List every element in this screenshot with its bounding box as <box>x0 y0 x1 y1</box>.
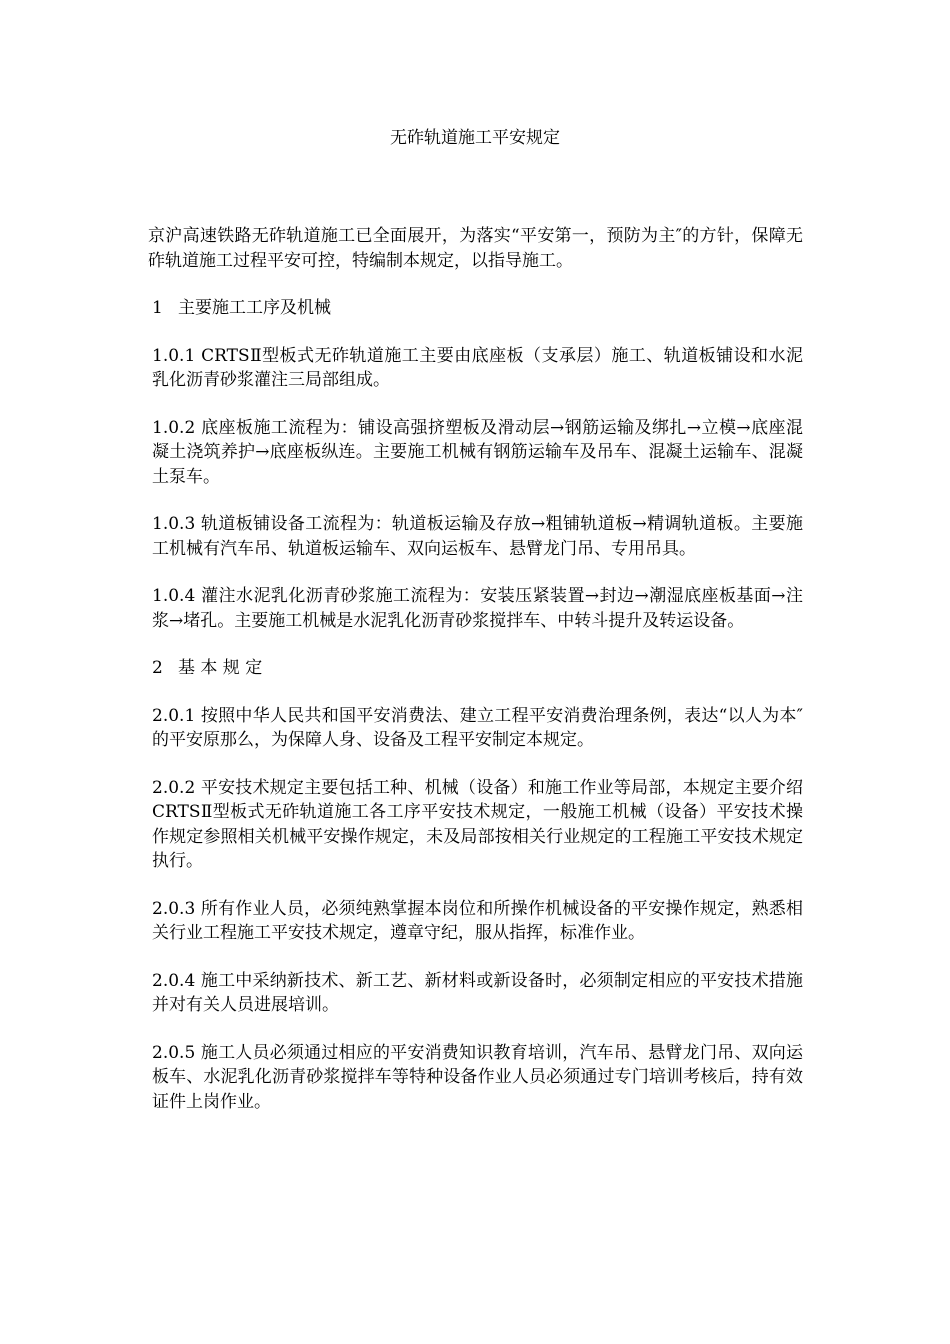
clause-2-0-1: 2.0.1 按照中华人民共和国平安消费法、建立工程平安消费治理条例，表达“以人为本″的平安原那么，为保障人身、设备及工程平安制定本规定。 <box>152 705 803 750</box>
section-1-heading <box>148 296 803 321</box>
clause-1-0-2: 1.0.2 底座板施工流程为：铺设高强挤塑板及滑动层→钢筋运输及绑扎→立模→底座混凝土浇筑养护→底座板纵连。主要施工机械有钢筋运输车及吊车、混凝土运输车、混凝土泵车。 <box>152 417 803 487</box>
intro-paragraph: 京沪高速铁路无砟轨道施工已全面展开，为落实“平安第一，预防为主″的方针，保障无砟轨道施工过程平安可控，特编制本规定，以指导施工。 <box>148 226 803 271</box>
section-2-heading <box>148 656 803 681</box>
section-1-number: 1 <box>152 298 163 318</box>
section-2-number: 2 <box>152 658 163 678</box>
clause-2-0-2: 2.0.2 平安技术规定主要包括工种、机械（设备）和施工作业等局部，本规定主要介绍CRTSⅡ型板式无砟轨道施工各工序平安技术规定，一般施工机械（设备）平安技术操作规定参照相关机械平安操作规定，未及局部按相关行业规定的工程施工平安技术规定执行。 <box>152 777 803 871</box>
document-body <box>148 224 803 1137</box>
clause-2-0-4: 2.0.4 施工中采纳新技术、新工艺、新材料或新设备时，必须制定相应的平安技术措施并对有关人员进展培训。 <box>152 970 803 1015</box>
section-1-title: 主要施工工序及机械 <box>178 298 331 318</box>
clause-1-0-3: 1.0.3 轨道板铺设备工流程为：轨道板运输及存放→粗铺轨道板→精调轨道板。主要施工机械有汽车吊、轨道板运输车、双向运板车、悬臂龙门吊、专用吊具。 <box>152 514 803 559</box>
document-title: 无砟轨道施工平安规定 <box>390 128 560 148</box>
clause-1-0-1: 1.0.1 CRTSⅡ型板式无砟轨道施工主要由底座板（支承层）施工、轨道板铺设和水泥乳化沥青砂浆灌注三局部组成。 <box>152 345 803 390</box>
clause-2-0-3: 2.0.3 所有作业人员，必须纯熟掌握本岗位和所操作机械设备的平安操作规定，熟悉相关行业工程施工平安技术规定，遵章守纪，服从指挥，标准作业。 <box>152 898 803 943</box>
section-2-title: 基 本 规 定 <box>178 658 263 678</box>
clause-1-0-4: 1.0.4 灌注水泥乳化沥青砂浆施工流程为：安装压紧装置→封边→潮湿底座板基面→注浆→堵孔。主要施工机械是水泥乳化沥青砂浆搅拌车、中转斗提升及转运设备。 <box>152 586 803 631</box>
clause-2-0-5: 2.0.5 施工人员必须通过相应的平安消费知识教育培训，汽车吊、悬臂龙门吊、双向运板车、水泥乳化沥青砂浆搅拌车等特种设备作业人员必须通过专门培训考核后，持有效证件上岗作业。 <box>152 1042 803 1112</box>
